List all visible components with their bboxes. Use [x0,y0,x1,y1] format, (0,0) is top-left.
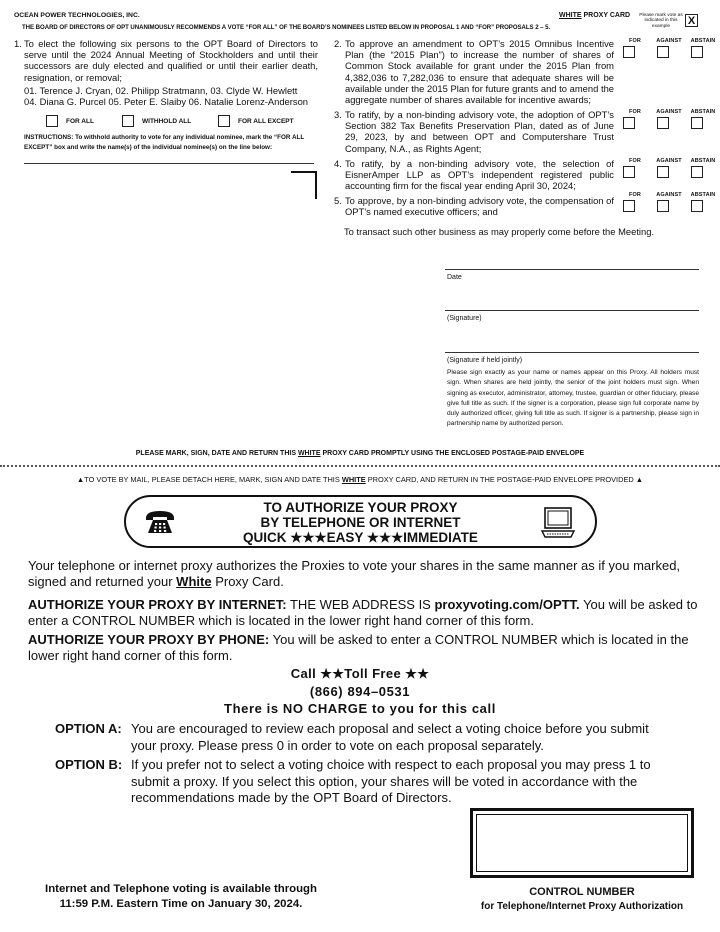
proposal-5-number: 5. [334,195,342,206]
option-b-label: OPTION B: [55,757,123,772]
company-name: OCEAN POWER TECHNOLOGIES, INC. [14,12,140,19]
proposal-5-for-checkbox[interactable] [623,200,635,212]
signature-line[interactable] [445,310,699,311]
auth-intro-white: White [176,574,212,589]
nominees-line-1: 01. Terence J. Cryan, 02. Philipp Stratmann, 03. Clyde W. Hewlett [24,85,298,96]
return-note-prefix: PLEASE MARK, SIGN, DATE AND RETURN THIS [135,450,296,457]
proposal-5-against-checkbox[interactable] [657,200,669,212]
banner-line-1: TO AUTHORIZE YOUR PROXY [263,500,458,515]
signature-label: (Signature) [447,315,482,322]
proposal-3-abstain-checkbox[interactable] [691,117,703,129]
abstain-header: ABSTAIN [690,38,716,44]
card-title-white: WHITE [559,12,582,19]
detach-instruction [0,475,720,484]
abstain-header: ABSTAIN [690,192,716,198]
option-b-text: If you prefer not to select a voting choice with respect to each proposal you may press 1 to submit a proxy. If you select this option, your shares will be voted in accordance with the recommendations made by the OPT Board of Directors. [131,757,651,805]
for-header: FOR [629,38,641,44]
call-line: Call ★★Toll Free ★★ [290,666,430,681]
for-all-label: FOR ALL [66,118,94,125]
phone-number[interactable]: (866) 894–0531 [309,684,411,699]
mark-example-note: Please mark vote as indicated in this example [639,13,683,29]
for-header: FOR [629,158,641,164]
option-a-text: You are encouraged to review each proposal and select a voting choice before you submit your proxy. Please press 0 in order to vote on each proposal separately. [131,721,649,753]
against-header: AGAINST [656,109,682,115]
date-label: Date [447,274,462,281]
proposal-3-number: 3. [334,109,342,120]
deadline-line-2: 11:59 P.M. Eastern Time on January 30, 2024. [59,898,303,910]
proposal-2-number: 2. [334,38,342,49]
internet-url[interactable]: proxyvoting.com/OPTT. [434,597,580,612]
proposal-1-options [46,115,326,129]
proposal-5-abstain-checkbox[interactable] [691,200,703,212]
proposal-4-text: To ratify, by a non-binding advisory vote, the selection of EisnerAmper LLP as OPT’s independent registered public accounting firm for the fiscal year ending April 30, 2024; [345,158,614,192]
internet-mid: THE WEB ADDRESS IS [289,597,431,612]
internet-rest: You will be asked to enter a CONTROL NUMBER which is located in the lower right hand corner of this form. [28,597,698,628]
detach-suffix: PROXY CARD, AND RETURN IN THE POSTAGE-PAID ENVELOPE PROVIDED ▲ [367,475,644,484]
board-recommendation: THE BOARD OF DIRECTORS OF OPT UNANIMOUSLY RECOMMENDS A VOTE “FOR ALL” OF THE BOARD’S NOMINEES LISTED BELOW IN PROPOSAL 1 AND “FOR” PROPOSALS 2 – 5. [22,24,551,31]
proposal-1-text: To elect the following six persons to the OPT Board of Directors to serve until the 2024 Annual Meeting of Stockholders and until their successors are duly elected and qualified or until their earlier death, resignation, or removal; [24,38,318,83]
proposal-4-against-checkbox[interactable] [657,166,669,178]
control-number-subtitle: for Telephone/Internet Proxy Authorization [480,901,684,912]
auth-intro-suffix: Proxy Card. [215,574,284,589]
authorize-banner [124,495,597,548]
banner-line-2: BY TELEPHONE OR INTERNET [260,515,461,530]
mark-example-box: X [685,14,698,27]
proposal-5-votes [618,192,720,212]
return-note-white: WHITE [297,450,321,457]
control-number-box [470,808,694,878]
abstain-header: ABSTAIN [690,158,716,164]
control-number-title: CONTROL NUMBER [529,886,635,898]
auth-intro [28,558,698,590]
nominee-exception-line[interactable] [24,163,314,164]
for-all-checkbox[interactable] [46,115,58,127]
card-title-suffix: PROXY CARD [583,12,631,19]
internet-label: AUTHORIZE YOUR PROXY BY INTERNET: [28,597,287,612]
auth-intro-prefix: Your telephone or internet proxy authorizes the Proxies to vote your shares in the same manner as if you marked, signed and returned your [28,558,681,589]
perforation-line [0,465,720,467]
nominees-line-2: 04. Diana G. Purcel 05. Peter E. Slaiby 06. Natalie Lorenz-Anderson [24,96,309,107]
joint-signature-line[interactable] [445,352,699,353]
proposal-3-votes [618,109,720,129]
for-all-except-checkbox[interactable] [218,115,230,127]
internet-section [28,597,700,629]
proposal-2-text: To approve an amendment to OPT’s 2015 Omnibus Incentive Plan (the “2015 Plan”) to increase the number of shares of Common Stock available for grant under the 2015 Plan from 4,382,036 to 7,282,036 to ensure that adequate shares will be available under the 2015 Plan for future grants and to amend the aggregate number of shares available for incentive awards; [345,38,614,106]
phone-section [28,632,700,664]
detach-white: WHITE [341,475,366,484]
against-header: AGAINST [656,158,682,164]
other-business: To transact such other business as may properly come before the Meeting. [344,226,655,237]
return-note [0,450,720,457]
for-header: FOR [629,192,641,198]
for-all-except-label: FOR ALL EXCEPT [238,118,294,125]
detach-prefix: ▲TO VOTE BY MAIL, PLEASE DETACH HERE, MARK, SIGN AND DATE THIS [76,475,340,484]
proposal-4-for-checkbox[interactable] [623,166,635,178]
banner-line-3: QUICK ★★★EASY ★★★IMMEDIATE [243,530,478,545]
computer-icon [540,507,576,544]
withhold-all-label: WITHHOLD ALL [142,118,192,125]
corner-bracket [291,171,317,199]
phone-rest: You will be asked to enter a CONTROL NUMBER which is located in the lower right hand corner of this form. [28,632,689,663]
return-note-suffix: PROXY CARD PROMPTLY USING THE ENCLOSED POSTAGE-PAID ENVELOPE [322,450,585,457]
deadline-line-1: Internet and Telephone voting is available through [45,883,317,895]
joint-signature-label: (Signature if held jointly) [447,357,523,364]
sign-instructions: Please sign exactly as your name or names appear on this Proxy. All holders must sign. When shares are held jointly, the senior of the joint holders must sign. When signing as executor, administrator, attorney, trustee, guardian or other fiduciary, please give full title as such. If the signer is a corporation, please sign full corporate name by duly authorized officer, giving full title as such. If signer is a partnership, please sign in partnership name by authorized person. [447,369,699,428]
proposal-3-against-checkbox[interactable] [657,117,669,129]
withhold-all-checkbox[interactable] [122,115,134,127]
proposal-4-votes [618,158,720,178]
proposal-3-text: To ratify, by a non-binding advisory vote, the adoption of OPT’s Section 382 Tax Benefits Preservation Plan, dated as of June 29, 2023, by and between OPT and Computershare Trust Company, N.A., as Rights Agent; [345,109,614,154]
proposal-5-text: To approve, by a non-binding advisory vote, the compensation of OPT’s named executive officers; and [345,195,614,218]
withhold-instructions: INSTRUCTIONS: To withhold authority to vote for any individual nominee, mark the “FOR ALL EXCEPT” box and write the name(s) of the individual nominee(s) on the line below: [24,134,305,151]
proposal-2-votes [618,38,720,58]
against-header: AGAINST [656,38,682,44]
for-header: FOR [629,109,641,115]
phone-label: AUTHORIZE YOUR PROXY BY PHONE: [28,632,270,647]
proposal-3-for-checkbox[interactable] [623,117,635,129]
proposal-4-number: 4. [334,158,342,169]
against-header: AGAINST [656,192,682,198]
proposal-4-abstain-checkbox[interactable] [691,166,703,178]
no-charge-note: There is NO CHARGE to you for this call [224,701,496,716]
option-a-label: OPTION A: [55,721,122,736]
proposal-1-number: 1. [14,38,22,49]
abstain-header: ABSTAIN [690,109,716,115]
proposal-2-for-checkbox[interactable] [623,46,635,58]
proposal-2-abstain-checkbox[interactable] [691,46,703,58]
date-line[interactable] [445,269,699,270]
proposal-2-against-checkbox[interactable] [657,46,669,58]
control-number-inner [476,814,688,872]
card-title [559,12,630,19]
